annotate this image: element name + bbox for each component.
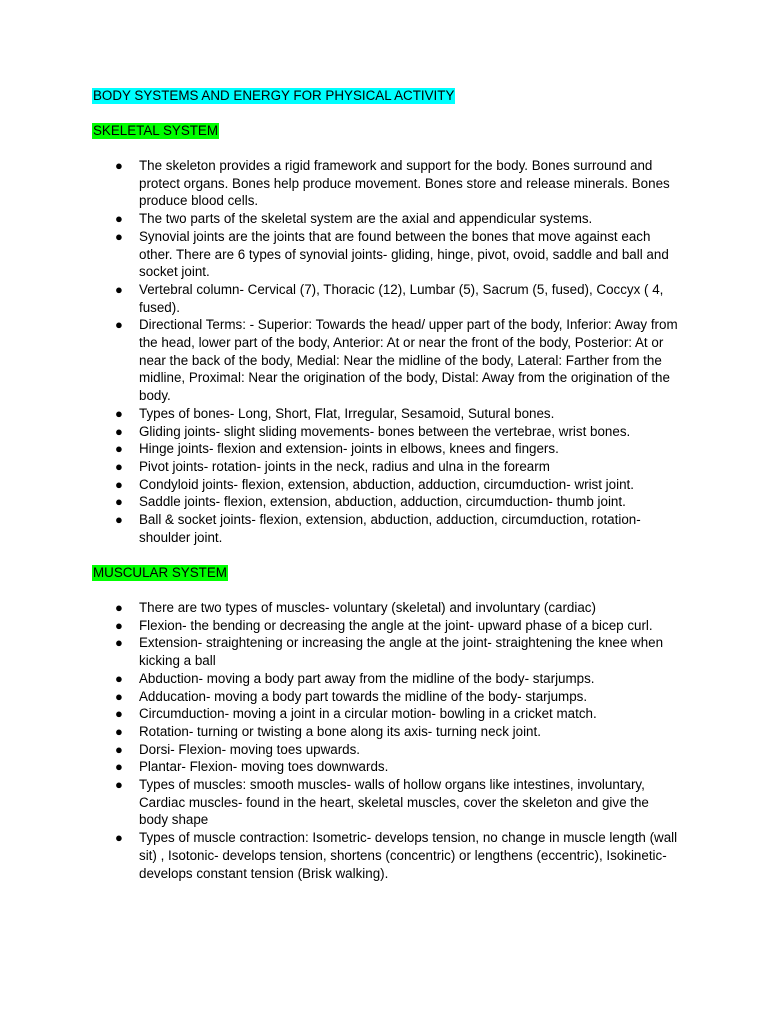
bullet-icon: ● xyxy=(115,405,123,421)
bullet-icon: ● xyxy=(115,777,123,793)
list-item xyxy=(0,493,680,511)
bullet-icon: ● xyxy=(115,635,123,651)
document-title-text: BODY SYSTEMS AND ENERGY FOR PHYSICAL ACTIVITY xyxy=(93,88,455,103)
section-heading-muscular xyxy=(92,564,228,581)
list-item xyxy=(0,316,680,405)
list-item xyxy=(0,210,680,228)
bullet-icon: ● xyxy=(115,494,123,510)
bullet-icon: ● xyxy=(115,317,123,333)
bullet-icon: ● xyxy=(115,228,123,244)
list-item-text: The skeleton provides a rigid framework and support for the body. Bones surround and protect organs. Bones help produce movement. Bones store and release minerals. Bones produce blood cells. xyxy=(139,158,670,209)
list-item xyxy=(0,458,680,476)
list-item-text: Condyloid joints- flexion, extension, abduction, adduction, circumduction- wrist joint. xyxy=(139,476,634,492)
list-item xyxy=(0,634,680,669)
section-heading-skeletal-text: SKELETAL SYSTEM xyxy=(93,123,219,138)
bullet-icon: ● xyxy=(115,617,123,633)
list-item xyxy=(0,228,680,281)
list-item-text: There are two types of muscles- voluntary (skeletal) and involuntary (cardiac) xyxy=(139,600,596,615)
bullet-icon: ● xyxy=(115,458,123,474)
document-title xyxy=(92,87,455,104)
list-item-text: Ball & socket joints- flexion, extension, abduction, adduction, circumduction, rotation- shoulder joint. xyxy=(139,512,641,545)
list-item xyxy=(0,476,680,494)
bullet-icon: ● xyxy=(115,759,123,775)
list-item-text: Directional Terms: - Superior: Towards the head/ upper part of the body, Inferior: Away from the head, lower part of the body, Anterior: At or near the front of the body, Posterior: At or near the back of the body, Medial: Near the midline of the body, Lateral: Farther from the midline, Proximal: Near the origination of the body, Distal: Away from the origination of the body. xyxy=(139,317,678,404)
list-item xyxy=(0,741,680,759)
list-item xyxy=(0,705,680,723)
list-item xyxy=(0,511,680,546)
list-item xyxy=(0,829,680,882)
bullet-icon: ● xyxy=(115,512,123,528)
list-item-text: Circumduction- moving a joint in a circular motion- bowling in a cricket match. xyxy=(139,706,597,722)
list-item-text: Pivot joints- rotation- joints in the neck, radius and ulna in the forearm xyxy=(139,458,550,474)
list-item-text: The two parts of the skeletal system are the axial and appendicular systems. xyxy=(139,211,593,227)
list-item-text: Dorsi- Flexion- moving toes upwards. xyxy=(139,741,361,757)
bullet-icon: ● xyxy=(115,158,123,173)
list-item-text: Saddle joints- flexion, extension, abduction, adduction, circumduction- thumb joint. xyxy=(139,494,626,510)
bullet-icon: ● xyxy=(115,600,123,615)
bullet-icon: ● xyxy=(115,281,123,297)
list-item xyxy=(0,599,680,617)
bullet-icon: ● xyxy=(115,476,123,492)
list-item-text: Gliding joints- slight sliding movements- bones between the vertebrae, wrist bones. xyxy=(139,423,631,439)
list-item-text: Types of bones- Long, Short, Flat, Irregular, Sesamoid, Sutural bones. xyxy=(139,405,555,421)
list-item xyxy=(0,281,680,316)
list-item xyxy=(0,423,680,441)
bullet-icon: ● xyxy=(115,670,123,686)
list-item xyxy=(0,688,680,706)
list-item-text: Types of muscle contraction: Isometric- develops tension, no change in muscle length (wall sit) , Isotonic- develops tension, shortens (concentric) or lengthens (eccentric), Isokinetic- develops constant tension (Brisk walking). xyxy=(139,830,678,881)
list-item-text: Adducation- moving a body part towards the midline of the body- starjumps. xyxy=(139,688,588,704)
list-item-text: Rotation- turning or twisting a bone along its axis- turning neck joint. xyxy=(139,723,541,739)
list-item xyxy=(0,758,680,776)
list-item xyxy=(0,440,680,458)
section-heading-skeletal xyxy=(92,122,219,139)
list-item xyxy=(0,670,680,688)
bullet-icon: ● xyxy=(115,688,123,704)
bullet-icon: ● xyxy=(115,211,123,227)
list-item xyxy=(0,157,680,210)
bullet-icon: ● xyxy=(115,423,123,439)
list-item-text: Abduction- moving a body part away from the midline of the body- starjumps. xyxy=(139,670,595,686)
list-item-text: Hinge joints- flexion and extension- joints in elbows, knees and fingers. xyxy=(139,441,559,457)
list-item-text: Extension- straightening or increasing the angle at the joint- straightening the knee when kicking a ball xyxy=(139,635,664,669)
list-item-text: Types of muscles: smooth muscles- walls of hollow organs like intestines, involuntary, Cardiac muscles- found in the heart, skeletal muscles, cover the skeleton and give the body shape xyxy=(139,777,649,828)
skeletal-bullet-list xyxy=(0,157,680,546)
bullet-icon: ● xyxy=(115,741,123,757)
list-item xyxy=(0,723,680,741)
list-item xyxy=(0,776,680,829)
bullet-icon: ● xyxy=(115,830,123,846)
muscular-bullet-list xyxy=(0,599,680,882)
list-item-text: Plantar- Flexion- moving toes downwards. xyxy=(139,759,389,775)
bullet-icon: ● xyxy=(115,706,123,722)
list-item xyxy=(0,405,680,423)
bullet-icon: ● xyxy=(115,723,123,739)
list-item xyxy=(0,617,680,635)
section-heading-muscular-text: MUSCULAR SYSTEM xyxy=(93,565,227,580)
list-item-text: Synovial joints are the joints that are found between the bones that move against each other. There are 6 types of synovial joints- gliding, hinge, pivot, ovoid, saddle and ball and socket joint. xyxy=(139,228,669,280)
bullet-icon: ● xyxy=(115,441,123,457)
list-item-text: Vertebral column- Cervical (7), Thoracic (12), Lumbar (5), Sacrum (5, fused), Coccyx ( 4, fused). xyxy=(139,281,664,315)
list-item-text: Flexion- the bending or decreasing the angle at the joint- upward phase of a bicep curl. xyxy=(139,617,653,633)
